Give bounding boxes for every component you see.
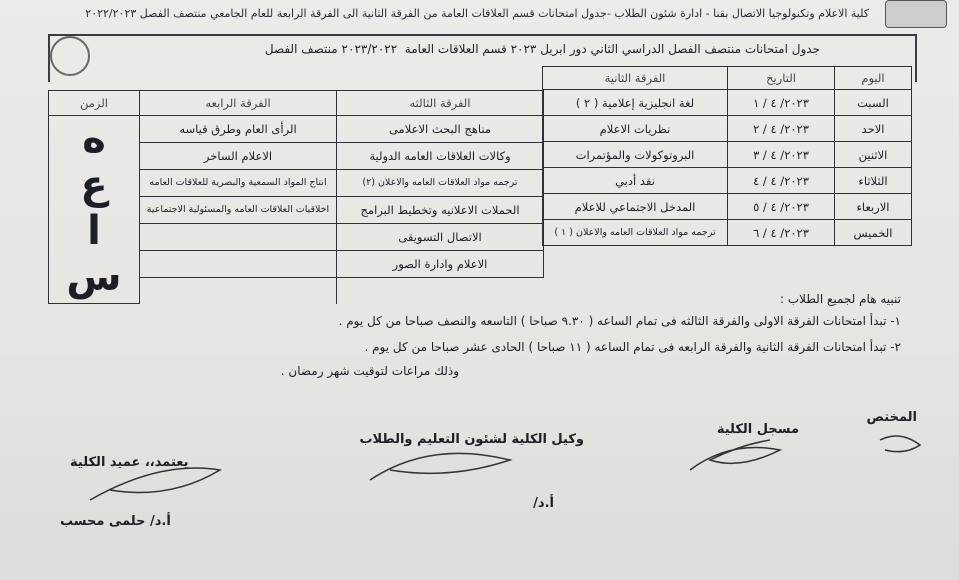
table-row: الاثنين ٢٠٢٣/ ٤ / ٣ البروتوكولات والمؤتمرات xyxy=(543,142,912,168)
exam-duration: ساعه xyxy=(49,116,140,304)
table-header-row xyxy=(49,91,544,116)
table-row: الخميس ٢٠٢٣/ ٤ / ٦ ترجمه مواد العلاقات العامه والاعلان ( ١ ) xyxy=(543,220,912,246)
top-header xyxy=(0,0,959,28)
col-year4: الفرقة الرابعه xyxy=(140,91,337,116)
signature-vice-dean: وكيل الكلية لشئون التعليم والطلاب xyxy=(359,432,584,447)
signature-dean: يعتمد،، عميد الكلية xyxy=(70,455,189,470)
col-year2: الفرقة الثانية xyxy=(543,67,728,90)
table-row: الحملات الاعلانيه وتخطيط البرامج اخلاقيات العلاقات العامه والمسئولية الاجتماعية xyxy=(49,196,544,223)
table-row: الثلاثاء ٢٠٢٣/ ٤ / ٤ نقد أدبي xyxy=(543,168,912,194)
table-row: وكالات العلاقات العامه الدولية الاعلام الساخر xyxy=(49,142,544,169)
vice-dean-name: أ.د/ xyxy=(533,496,554,511)
table-row: الاتصال التسويقى xyxy=(49,223,544,250)
table-row: السبت ٢٠٢٣/ ٤ / ١ لغة انجليزية إعلامية ( ٢ ) xyxy=(543,90,912,116)
table-row: الاحد ٢٠٢٣/ ٤ / ٢ نظريات الاعلام xyxy=(543,116,912,142)
schedule-title: جدول امتحانات منتصف الفصل الدراسي الثاني دور ابريل ٢٠٢٣ قسم العلاقات العامة ٢٠٢٣/٢٠٢٢ منتصف الفصل xyxy=(264,42,820,56)
table-header-row xyxy=(543,67,912,90)
col-year3: الفرقة الثالثه xyxy=(337,91,544,116)
note-1: ١- تبدأ امتحانات الفرقة الاولى والفرقة الثالثه فى تمام الساعه ( ٩.٣٠ صباحا ) التاسعه والنصف صباحا من كل يوم . xyxy=(338,314,901,328)
schedule-table-left xyxy=(48,90,544,304)
schedule-table-right xyxy=(542,66,912,246)
col-time: الزمن xyxy=(49,91,140,116)
col-date: التاريخ xyxy=(728,67,835,90)
signature-specialist: المختص xyxy=(866,410,917,425)
table-row: الاعلام وادارة الصور xyxy=(49,250,544,277)
note-3: وذلك مراعات لتوقيت شهر رمضان . xyxy=(280,364,459,378)
notes-heading: تنبيه هام لجميع الطلاب : xyxy=(780,292,901,306)
note-2: ٢- تبدأ امتحانات الفرقة الثانية والفرقة الرابعه فى تمام الساعه ( ١١ صباحا ) الحادى عشر صباحا من كل يوم . xyxy=(364,340,901,354)
col-day: اليوم xyxy=(835,67,912,90)
signature-registrar: مسجل الكلية xyxy=(716,422,799,437)
header-line: كلية الاعلام وتكنولوجيا الاتصال بقنا - ادارة شئون الطلاب -جدول امتحانات قسم العلاقات العامة من الفرقة الثانية الى الفرقة الرابعة للعام الجامعي منتصف الفصل ٢٠٢٢/٢٠٢٣ xyxy=(85,7,869,20)
table-row: مناهج البحث الاعلامى الرأى العام وطرق قياسه ساعه xyxy=(49,116,544,143)
table-row: الاربعاء ٢٠٢٣/ ٤ / ٥ المدخل الاجتماعي للاعلام xyxy=(543,194,912,220)
faculty-logo xyxy=(50,36,90,76)
table-row: ترجمه مواد العلاقات العامه والاعلان (٢) انتاج المواد السمعية والبصرية للعلاقات العامه xyxy=(49,169,544,196)
university-logo xyxy=(885,0,947,28)
dean-name: أ.د/ حلمى محسب xyxy=(60,514,171,529)
